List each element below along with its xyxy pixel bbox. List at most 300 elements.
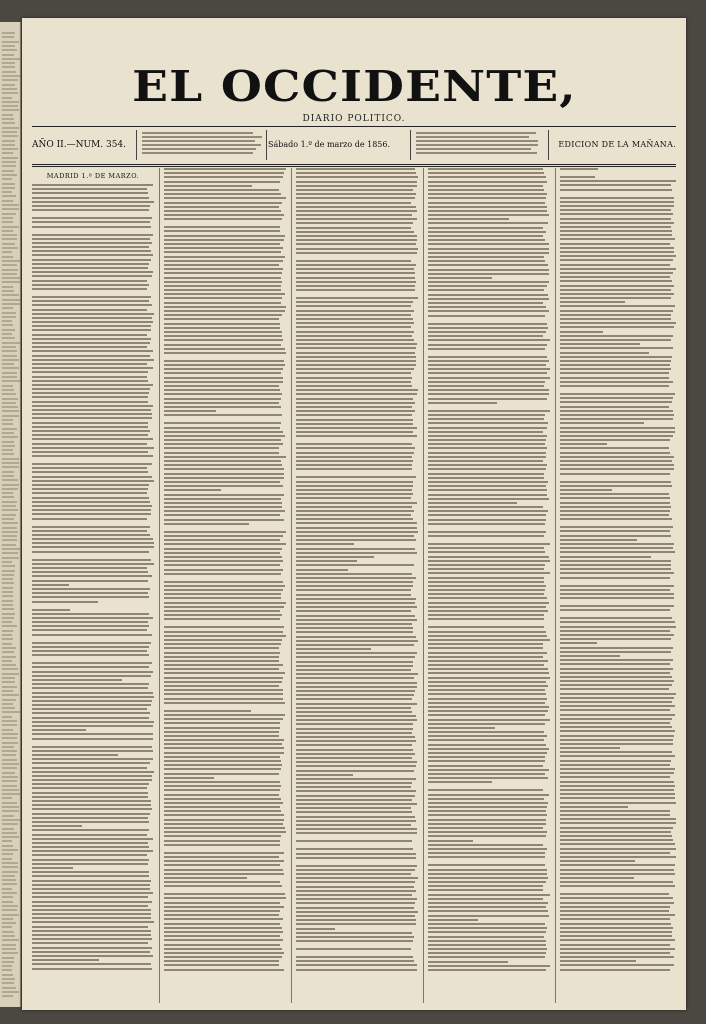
text-line [428, 831, 547, 833]
text-line [296, 848, 413, 850]
previous-page-text-line [2, 367, 19, 369]
text-line [164, 314, 282, 316]
text-line [560, 464, 674, 466]
text-line [32, 546, 154, 548]
text-line [296, 310, 414, 312]
text-line [32, 238, 150, 240]
text-line [32, 968, 152, 970]
text-line [560, 676, 672, 678]
text-line [32, 767, 147, 769]
previous-page-text-line [2, 518, 14, 520]
text-line [560, 647, 673, 649]
text-line [32, 342, 150, 344]
text-line [296, 485, 413, 487]
text-line [428, 481, 548, 483]
text-line [32, 259, 151, 261]
text-line [164, 414, 282, 416]
text-line [164, 840, 280, 842]
previous-page-text-line [2, 140, 15, 142]
text-line [560, 439, 670, 441]
text-line [428, 798, 544, 800]
previous-page-text-line [2, 608, 14, 610]
text-line [560, 797, 675, 799]
text-line [428, 214, 549, 216]
previous-page-text-line [2, 819, 20, 821]
text-line [296, 589, 411, 591]
text-line [428, 256, 544, 258]
text-line [560, 714, 675, 716]
previous-page-text-line [2, 204, 19, 206]
text-line [296, 602, 415, 604]
text-line [164, 239, 284, 241]
text-line [296, 656, 415, 658]
text-line [32, 963, 151, 965]
text-line [296, 326, 411, 328]
previous-page-text-line [2, 45, 15, 47]
text-line [428, 894, 550, 896]
text-line [296, 573, 412, 575]
text-line [428, 281, 549, 283]
previous-page-text-line [2, 312, 16, 314]
text-line [164, 752, 284, 754]
text-line [296, 940, 413, 942]
text-line [428, 652, 547, 654]
text-line [560, 385, 669, 387]
previous-page-text-line [2, 307, 13, 309]
previous-page-text-line [2, 948, 16, 950]
previous-page-text-line [2, 152, 13, 154]
text-line [164, 168, 286, 170]
text-line [428, 848, 547, 850]
text-line [560, 672, 670, 674]
text-line [296, 281, 416, 283]
text-line [164, 823, 283, 825]
text-line [296, 239, 417, 241]
text-line [32, 762, 150, 764]
text-line [32, 426, 148, 428]
text-line [164, 535, 283, 537]
text-line [164, 189, 279, 191]
text-line [164, 531, 286, 533]
text-line [560, 372, 669, 374]
text-line [164, 689, 283, 691]
text-line [296, 770, 414, 772]
text-line [560, 864, 675, 866]
previous-page-text-line [2, 509, 18, 511]
text-line [428, 806, 547, 808]
text-line [164, 593, 281, 595]
text-line [560, 722, 670, 724]
text-line [428, 176, 546, 178]
text-line [428, 777, 548, 779]
text-line [560, 452, 670, 454]
text-line [560, 659, 673, 661]
text-line [164, 243, 280, 245]
text-line [32, 629, 147, 631]
text-line [560, 310, 673, 312]
previous-page-text-line [2, 380, 20, 382]
text-line [32, 288, 147, 290]
text-line [164, 969, 284, 971]
text-line [560, 597, 674, 599]
text-line [560, 827, 673, 829]
text-line [164, 477, 284, 479]
text-line [560, 368, 671, 370]
previous-page-text-line [2, 49, 17, 51]
text-line [428, 368, 550, 370]
text-line [560, 360, 671, 362]
text-line [32, 338, 151, 340]
text-line [560, 663, 670, 665]
text-line [32, 280, 147, 282]
masthead [22, 62, 686, 111]
text-line [560, 473, 670, 475]
text-line [32, 226, 151, 228]
text-line [164, 902, 280, 904]
text-line [296, 548, 415, 550]
text-line [428, 852, 545, 854]
text-line [296, 527, 417, 529]
previous-page-text-line [2, 178, 12, 180]
text-line [32, 443, 147, 445]
text-line [428, 840, 473, 842]
fine-print-line [416, 140, 538, 142]
text-line [164, 910, 280, 912]
text-line [560, 356, 672, 358]
text-line [428, 760, 545, 762]
text-line [560, 560, 671, 562]
text-line [164, 710, 251, 712]
previous-page-text-line [2, 832, 17, 834]
text-line [560, 860, 635, 862]
previous-page-text-line [2, 393, 16, 395]
text-line [560, 493, 669, 495]
previous-page-text-line [2, 170, 14, 172]
text-line [32, 300, 149, 302]
previous-page-text-line [2, 385, 13, 387]
text-line [296, 782, 412, 784]
text-line [560, 535, 671, 537]
text-line [296, 419, 413, 421]
text-line [296, 820, 416, 822]
text-line [296, 598, 416, 600]
text-line [296, 456, 412, 458]
text-line [164, 377, 283, 379]
text-line [296, 790, 416, 792]
previous-page-text-line [2, 772, 15, 774]
text-line [428, 936, 544, 938]
text-line [32, 917, 151, 919]
text-line [296, 393, 417, 395]
previous-page-text-line [2, 84, 15, 86]
previous-page-text-line [2, 157, 18, 159]
text-line [164, 427, 280, 429]
text-line [560, 751, 672, 753]
text-line [296, 786, 411, 788]
text-line [164, 514, 280, 516]
text-line [560, 401, 672, 403]
text-line [32, 526, 150, 528]
text-line [32, 863, 148, 865]
text-line [428, 864, 545, 866]
text-line [32, 476, 152, 478]
previous-page-text-line [2, 114, 13, 116]
text-line [560, 489, 612, 491]
text-line [296, 948, 411, 950]
text-line [164, 810, 281, 812]
text-line [296, 406, 412, 408]
text-line [296, 907, 414, 909]
text-line [428, 581, 544, 583]
text-line [32, 313, 154, 315]
text-line [560, 697, 674, 699]
previous-page-text-line [2, 522, 18, 524]
text-line [296, 452, 414, 454]
previous-page-text-line [2, 600, 13, 602]
previous-page-text-line [2, 303, 20, 305]
previous-page-text-line [2, 935, 15, 937]
text-line [428, 468, 546, 470]
text-line [32, 455, 153, 457]
previous-page-text-line [2, 92, 18, 94]
previous-page-text-line [2, 570, 15, 572]
text-line [296, 214, 412, 216]
text-line [428, 327, 548, 329]
text-line [164, 360, 284, 362]
text-line [560, 760, 671, 762]
text-line [296, 314, 411, 316]
previous-page-text-line [2, 793, 20, 795]
text-line [164, 573, 281, 575]
text-line [296, 673, 418, 675]
text-line [296, 560, 357, 562]
text-line [296, 956, 413, 958]
text-line [560, 638, 671, 640]
text-line [560, 564, 671, 566]
text-line [296, 385, 412, 387]
previous-page-text-line [2, 148, 18, 150]
previous-page-text-line [2, 243, 15, 245]
previous-page-text-line [2, 475, 14, 477]
previous-page-text-line [2, 290, 14, 292]
text-line [32, 559, 151, 561]
text-line [32, 721, 154, 723]
text-line [296, 435, 417, 437]
text-line [296, 447, 415, 449]
text-line [32, 779, 152, 781]
text-line [296, 264, 416, 266]
text-line [164, 431, 283, 433]
text-line [164, 506, 282, 508]
bottom-rule-double [32, 166, 676, 167]
text-line [560, 406, 669, 408]
text-line [32, 634, 152, 636]
text-line [164, 498, 281, 500]
previous-page-text-line [2, 544, 16, 546]
text-line [428, 410, 550, 412]
text-line [164, 281, 282, 283]
text-line [428, 802, 548, 804]
text-line [428, 597, 547, 599]
text-line [296, 502, 417, 504]
text-line [296, 556, 374, 558]
text-line [32, 646, 149, 648]
previous-page-text-line [2, 527, 17, 529]
text-line [32, 355, 150, 357]
text-line [32, 501, 150, 503]
previous-page-text-line [2, 161, 16, 163]
text-line [560, 234, 672, 236]
text-line [296, 824, 411, 826]
text-line [32, 800, 151, 802]
fine-print-line [142, 140, 255, 142]
text-line [560, 893, 669, 895]
previous-page-text-line [2, 613, 15, 615]
text-line [428, 693, 546, 695]
text-line [428, 427, 547, 429]
text-line [32, 750, 153, 752]
text-line [560, 264, 670, 266]
previous-page-text-line [2, 436, 18, 438]
text-line [428, 689, 545, 691]
text-line [560, 443, 607, 445]
previous-page-text-line [2, 957, 14, 959]
previous-page-text-line [2, 505, 16, 507]
text-line [296, 389, 418, 391]
text-line [296, 807, 411, 809]
text-line [32, 704, 151, 706]
previous-page-text-line [2, 974, 13, 976]
previous-page-text-line [2, 716, 12, 718]
previous-page-text-line [2, 355, 17, 357]
previous-page-text-line [2, 866, 18, 868]
previous-page-text-line [2, 621, 12, 623]
text-line [296, 410, 415, 412]
text-line [560, 468, 674, 470]
text-line [32, 783, 149, 785]
text-line [164, 631, 283, 633]
text-line [164, 956, 282, 958]
previous-page-text-line [2, 905, 18, 907]
text-line [164, 352, 286, 354]
text-line [560, 247, 674, 249]
text-line [560, 285, 674, 287]
text-line [560, 755, 675, 757]
previous-page-text-line [2, 673, 19, 675]
text-line [560, 897, 673, 899]
text-line [164, 306, 286, 308]
previous-page-text-line [2, 849, 18, 851]
text-line [296, 749, 413, 751]
text-line [296, 522, 417, 524]
text-line [560, 617, 672, 619]
previous-page-text-line [2, 742, 18, 744]
previous-page-text-line [2, 531, 18, 533]
text-line [428, 310, 549, 312]
text-line [164, 344, 281, 346]
text-line [32, 518, 147, 520]
previous-page-text-line [2, 750, 17, 752]
previous-page-text-line [2, 479, 18, 481]
text-line [32, 792, 148, 794]
text-line [164, 481, 280, 483]
previous-page-text-line [2, 200, 13, 202]
text-line [164, 685, 279, 687]
text-line [560, 447, 669, 449]
text-line [32, 451, 148, 453]
text-line [32, 625, 149, 627]
text-line [296, 577, 416, 579]
text-line [428, 439, 546, 441]
text-line [296, 915, 415, 917]
text-line [560, 547, 673, 549]
text-line [296, 736, 415, 738]
text-line [32, 430, 150, 432]
column-rule [159, 168, 160, 1003]
text-line [32, 601, 98, 603]
text-line [560, 297, 671, 299]
text-line [32, 683, 149, 685]
text-line [428, 243, 549, 245]
text-line [296, 644, 414, 646]
text-line [32, 617, 153, 619]
text-line [428, 435, 547, 437]
previous-page-text-line [2, 423, 13, 425]
text-line [32, 854, 147, 856]
text-line [296, 761, 417, 763]
issue-date: Sábado 1.º de marzo de 1856. [268, 140, 391, 149]
text-line [164, 835, 281, 837]
previous-page-text-line [2, 539, 17, 541]
text-line [560, 506, 671, 508]
text-line [296, 886, 414, 888]
text-line [296, 497, 411, 499]
previous-page-text-line [2, 234, 17, 236]
text-line [32, 951, 150, 953]
text-line [560, 209, 671, 211]
text-line [560, 680, 674, 682]
text-line [560, 793, 675, 795]
text-line [296, 185, 417, 187]
text-line [32, 642, 151, 644]
text-line [164, 277, 281, 279]
text-line [32, 580, 148, 582]
text-line [32, 363, 147, 365]
text-line [164, 718, 283, 720]
previous-page-text-line [2, 105, 18, 107]
text-line [164, 735, 279, 737]
column-2 [164, 168, 286, 1003]
text-line [296, 707, 411, 709]
text-line [164, 864, 280, 866]
previous-page-text-line [2, 131, 17, 133]
text-line [296, 698, 412, 700]
previous-page-text-line [2, 780, 17, 782]
text-line [560, 205, 674, 207]
text-line [428, 810, 546, 812]
text-line [296, 243, 416, 245]
text-line [428, 510, 548, 512]
fine-print-line [142, 136, 262, 138]
text-line [296, 202, 411, 204]
text-line [164, 597, 281, 599]
text-line [32, 938, 152, 940]
column-rule [423, 168, 424, 1003]
text-line [428, 315, 545, 317]
text-line [32, 329, 151, 331]
newspaper-subtitle: DIARIO POLITICO. [302, 114, 406, 124]
previous-page-text-line [2, 58, 20, 60]
